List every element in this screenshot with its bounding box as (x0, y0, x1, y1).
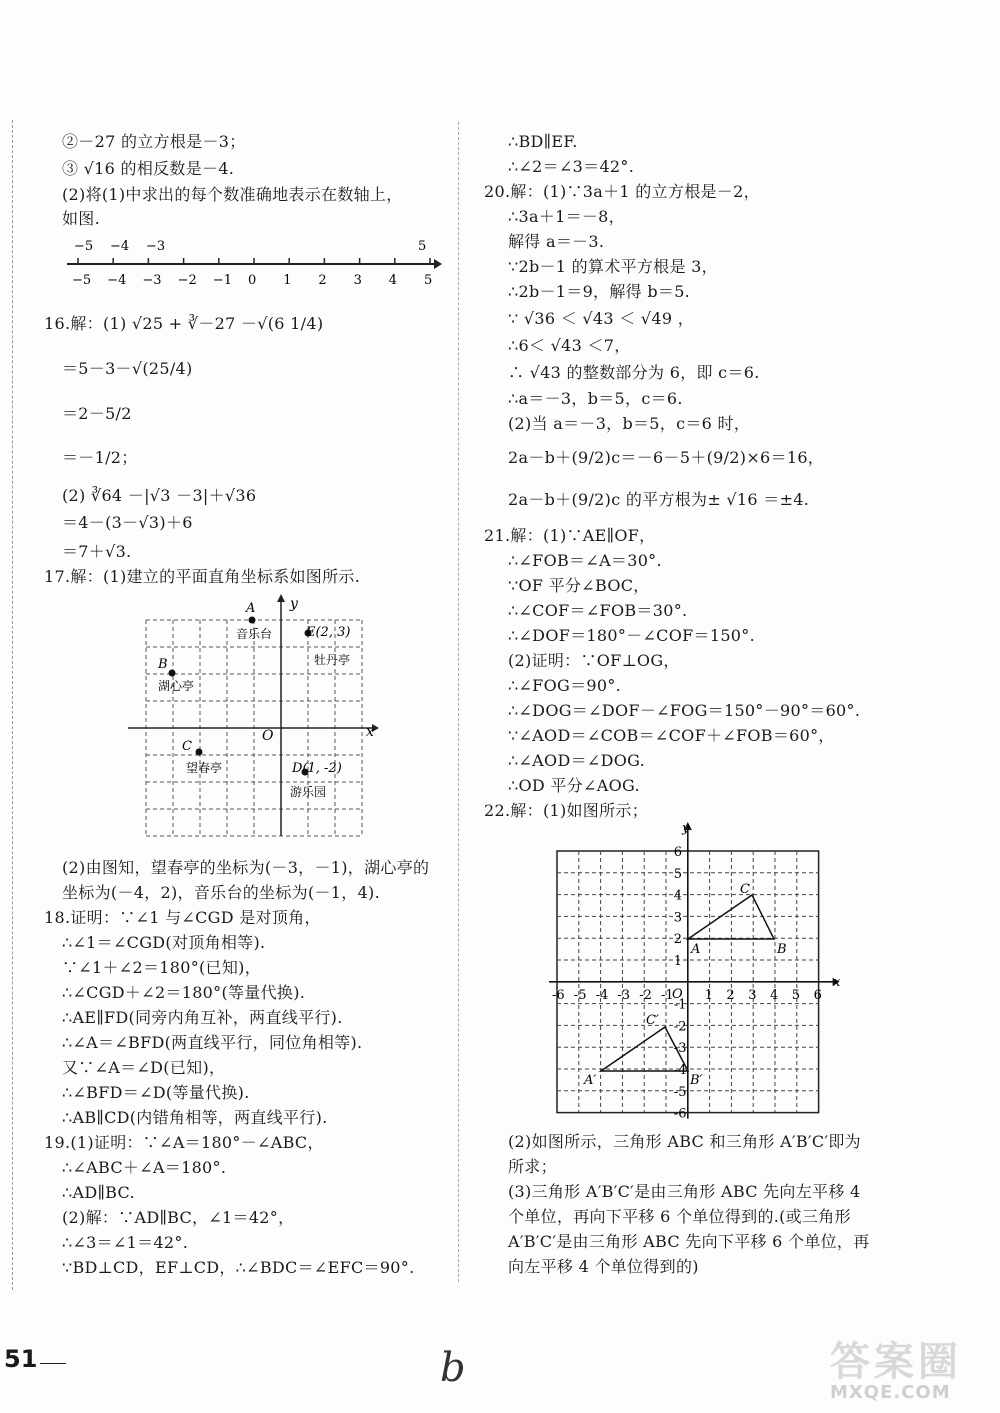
text-line: ∵2b－1 的算术平方根是 3， (508, 257, 718, 276)
text-line: ∴3a＋1＝－8， (508, 207, 625, 226)
grid-y-tick-label: 3 (673, 910, 683, 926)
map-y-label: y (290, 596, 298, 612)
grid-y-tick-label: -1 (673, 997, 687, 1013)
text-line: (2)当 a＝－3，b＝5，c＝6 时， (508, 414, 751, 433)
page-number: 51 (4, 1345, 38, 1373)
grid-x-tick-label: 4 (770, 987, 779, 1003)
text-line: (2)证明：∵OF⊥OG， (508, 651, 680, 670)
text-line: ∴∠BFD＝∠D(等量代换). (62, 1083, 250, 1102)
text-line: ∴a＝－3，b＝5，c＝6. (508, 389, 683, 408)
text-line: 20.解：(1)∵3a＋1 的立方根是－2， (484, 182, 760, 201)
number-line-tick-label: −1 (212, 273, 232, 288)
page-number-dash (40, 1363, 66, 1364)
text-line: ∴OD 平分∠AOG. (508, 776, 640, 795)
text-line: 个单位，再向下平移 6 个单位得到的.(或三角形 (508, 1207, 851, 1226)
map-y-arrow (277, 594, 285, 602)
number-line-tick-label: −3 (142, 273, 162, 288)
text-line: ∵∠1＋∠2＝180°(已知)， (62, 958, 261, 977)
text-line: 19.(1)证明：∵∠A＝180°－∠ABC， (44, 1133, 324, 1152)
label-c-prime: C′ (646, 1013, 659, 1028)
map-origin: O (262, 728, 274, 744)
text-line: 16.解：(1) √25 + ∛－27 －√(6 1/4) (44, 314, 324, 333)
map-name-c: 望春亭 (186, 761, 223, 775)
map-point-a (249, 617, 256, 624)
map-label-c: C (182, 739, 192, 754)
grid-y-tick-label: 5 (673, 866, 683, 882)
text-line: (2)解：∵AD∥BC，∠1＝42°， (62, 1208, 295, 1227)
text-line: ∴AB∥CD(内错角相等，两直线平行). (62, 1108, 328, 1127)
grid-x-tick-label: 5 (791, 987, 801, 1003)
grid-y-tick-label: -5 (673, 1084, 687, 1100)
grid-x-tick-label: 3 (748, 987, 757, 1003)
grid-x-tick-label: -4 (595, 987, 609, 1003)
text-line: ∴∠1＝∠CGD(对顶角相等). (62, 933, 266, 952)
text-line: ∵BD⊥CD，EF⊥CD，∴∠BDC＝∠EFC＝90°. (62, 1258, 415, 1277)
handwritten-mark: b (440, 1345, 466, 1391)
label-a: A (691, 942, 701, 957)
grid-origin: O (672, 987, 683, 1002)
map-name-b: 湖心亭 (158, 679, 195, 693)
text-line: ∴∠DOF＝180°－∠COF＝150°. (508, 626, 755, 645)
text-line: ＝5－3－√(25/4) (62, 359, 193, 378)
text-line: ∴BD∥EF. (508, 132, 578, 151)
text-line: 22.解：(1)如图所示； (484, 801, 649, 820)
text-line: (2) ∛64 －|√3 －3|＋√36 (62, 486, 257, 505)
grid-x-tick-label: -3 (617, 987, 631, 1003)
grid-x-tick-label: 2 (726, 987, 735, 1003)
number-line-tick-label: 5 (424, 273, 433, 288)
text-line: (2)将(1)中求出的每个数准确地表示在数轴上， (62, 185, 403, 204)
watermark-url: MXQE.COM (830, 1382, 951, 1403)
map-label-a: A (246, 601, 256, 616)
text-line: 坐标为(－4，2)，音乐台的坐标为(－1，4). (62, 883, 380, 902)
text-line: ∴∠DOG＝∠DOF－∠FOG＝150°－90°＝60°. (508, 701, 861, 720)
text-line: ∵∠AOD＝∠COB＝∠COF＋∠FOB＝60°， (508, 726, 835, 745)
text-line: ＝4－(3－√3)＋6 (62, 513, 193, 532)
map-label-d: D(1, -2) (292, 761, 342, 776)
label-a-prime: A′ (584, 1073, 597, 1088)
map-x-label: x (366, 724, 374, 740)
text-line: ∴∠COF＝∠FOB＝30°. (508, 601, 688, 620)
grid-y-tick-label: 2 (673, 932, 683, 948)
number-line-tick-label: 2 (318, 273, 327, 288)
number-line-tick-label: 3 (353, 273, 362, 288)
text-line: ＝7＋√3. (62, 542, 132, 561)
grid-x-tick-label: 1 (704, 987, 713, 1003)
text-line: ∴AE∥FD(同旁内角互补，两直线平行). (62, 1008, 343, 1027)
grid-y-tick-label: 6 (673, 845, 683, 860)
watermark-logo: 答案圈 (830, 1339, 962, 1385)
number-line-mark: −5 (74, 239, 94, 254)
label-b-prime: B′ (690, 1073, 703, 1088)
text-line: 所求； (508, 1157, 557, 1176)
label-c: C (740, 882, 750, 897)
grid-y-tick-label: -6 (673, 1106, 687, 1122)
text-line: ∴∠CGD＋∠2＝180°(等量代换). (62, 983, 306, 1002)
text-line: ∵OF 平分∠BOC， (508, 576, 650, 595)
text-line: ∵ √36 ＜ √43 ＜ √49 ， (508, 309, 695, 328)
map-label-b: B (158, 657, 168, 672)
number-line-mark: −3 (146, 239, 166, 254)
text-line: 又∵∠A＝∠D(已知)， (62, 1058, 226, 1077)
number-line-tick-label: 1 (283, 273, 292, 288)
map-name-a: 音乐台 (236, 627, 273, 641)
text-line: (3)三角形 A′B′C′是由三角形 ABC 先向左平移 4 (508, 1182, 861, 1201)
grid-x-tick-label: -1 (661, 987, 674, 1003)
number-line-tick-label: 0 (248, 273, 257, 288)
number-line-tick-label: −5 (72, 273, 92, 288)
column-divider (458, 122, 459, 1282)
grid-y-tick-label: 4 (673, 888, 683, 904)
text-line: (2)由图知，望春亭的坐标为(－3，－1)，湖心亭的 (62, 858, 430, 877)
grid-x-label: x (833, 975, 841, 990)
text-line: 2a－b＋(9/2)c＝－6－5＋(9/2)×6＝16， (508, 448, 825, 467)
text-line: ∴6＜ √43 ＜7， (508, 336, 631, 355)
grid-x-tick-label: -5 (573, 987, 587, 1003)
map-label-e: E(2, 3) (306, 625, 351, 640)
grid-y-tick-label: 1 (673, 954, 683, 969)
number-line-mark: −4 (110, 239, 130, 254)
text-line: 向左平移 4 个单位得到的) (508, 1257, 699, 1276)
label-b: B (777, 942, 787, 957)
text-line: ③ √16 的相反数是－4. (62, 159, 235, 178)
text-line: 如图. (62, 209, 100, 228)
grid-x-tick-label: 6 (813, 987, 822, 1003)
text-line: ＝2－5/2 (62, 404, 132, 423)
text-line: 解得 a＝－3. (508, 232, 605, 251)
grid-y-tick-label: -3 (673, 1041, 687, 1057)
grid-y-tick-label: -2 (673, 1019, 687, 1035)
number-line-tick-label: 4 (388, 273, 398, 288)
text-line: 18.证明：∵∠1 与∠CGD 是对顶角， (44, 908, 321, 927)
text-line: 2a－b＋(9/2)c 的平方根为± √16 ＝±4. (508, 490, 810, 509)
text-line: ②－27 的立方根是－3； (62, 132, 246, 151)
text-line: ＝－1/2； (62, 448, 138, 467)
number-line-tick-label: −4 (107, 273, 127, 288)
coordinate-grid-22 (548, 820, 848, 1122)
grid-y-tick-label: -4 (673, 1063, 687, 1078)
text-line: ∴ √43 的整数部分为 6，即 c＝6. (508, 363, 760, 382)
map-name-d: 游乐园 (290, 785, 327, 799)
map-name-e: 牡丹亭 (314, 653, 351, 667)
map-point-c (196, 749, 203, 756)
text-line: ∴∠ABC＋∠A＝180°. (62, 1158, 227, 1177)
text-line: ∴∠FOG＝90°. (508, 676, 622, 695)
coordinate-map-17 (128, 594, 380, 838)
text-line: 21.解：(1)∵AE∥OF， (484, 526, 656, 545)
text-line: ∴∠FOB＝∠A＝30°. (508, 551, 662, 570)
number-line (62, 236, 442, 294)
text-line: ∴AD∥BC. (62, 1183, 135, 1202)
text-line: (2)如图所示，三角形 ABC 和三角形 A′B′C′即为 (508, 1132, 861, 1151)
number-line-mark: 5 (418, 239, 427, 254)
number-line-tick-label: −2 (177, 273, 197, 288)
text-line: ∴∠3＝∠1＝42°. (62, 1233, 189, 1252)
binding-cut-line (12, 120, 13, 1290)
text-line: ∴∠A＝∠BFD(两直线平行，同位角相等). (62, 1033, 363, 1052)
map-point-b (169, 670, 176, 677)
text-line: ∴∠2＝∠3＝42°. (508, 157, 635, 176)
text-line: 17.解：(1)建立的平面直角坐标系如图所示. (44, 567, 361, 586)
grid-x-tick-label: -2 (639, 987, 652, 1003)
text-line: ∴2b－1＝9，解得 b＝5. (508, 282, 691, 301)
grid-x-tick-label: -6 (552, 987, 565, 1003)
text-line: A′B′C′是由三角形 ABC 先向下平移 6 个单位，再 (508, 1232, 870, 1251)
text-line: ∴∠AOD＝∠DOG. (508, 751, 646, 770)
grid-y-label: y (682, 821, 690, 836)
